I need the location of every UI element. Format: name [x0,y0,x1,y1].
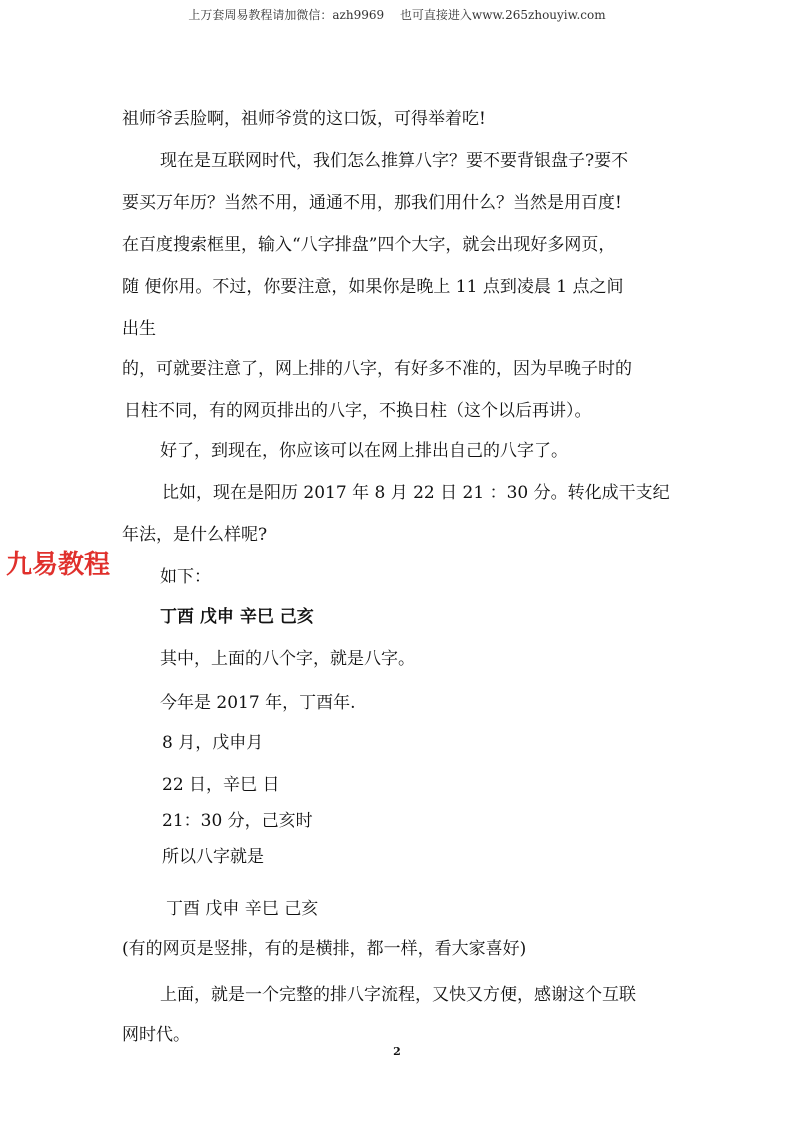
bazi-bold-line: 丁酉 戊申 辛巳 己亥 [160,607,314,627]
paragraph-line: 日柱不同，有的网页排出的八字，不换日柱（这个以后再讲）。 [124,401,592,421]
paragraph-line: 8 月，戊申月 [162,733,264,753]
page-number: 2 [393,1045,401,1058]
paragraph-line: 今年是 2017 年，丁酉年. [160,693,356,713]
paragraph-line: 在百度搜索框里，输入“八字排盘”四个大字，就会出现好多网页， [122,235,616,255]
watermark-logo: 九易教程 [6,550,111,580]
paragraph-line: 祖师爷丢脸啊，祖师爷赏的这口饭，可得举着吃! [122,109,486,129]
paragraph-line: 随 便你用。不过，你要注意，如果你是晚上 11 点到凌晨 1 点之间 [122,277,624,297]
paragraph-line: 所以八字就是 [162,847,264,867]
paragraph-line: 好了，到现在，你应该可以在网上排出自己的八字了。 [160,441,568,461]
page-header: 上万套周易教程请加微信：azh9969 也可直接进入www.265zhouyiw.com [188,8,606,22]
paragraph-line: 网时代。 [122,1025,190,1045]
paragraph-line: 现在是互联网时代，我们怎么推算八字？要不要背银盘子?要不 [160,151,629,171]
paragraph-line: 上面，就是一个完整的排八字流程，又快又方便，感谢这个互联 [160,985,636,1005]
paragraph-line: 其中，上面的八个字，就是八字。 [160,649,415,669]
paragraph-line: 22 日，辛巳 日 [162,775,280,795]
paragraph-line: 丁酉 戊申 辛巳 己亥 [166,899,319,919]
paragraph-line: (有的网页是竖排，有的是横排，都一样，看大家喜好) [122,939,527,959]
paragraph-line: 21：30 分，己亥时 [162,811,313,831]
paragraph-line: 的，可就要注意了，网上排的八字，有好多不准的，因为早晚子时的 [122,359,632,379]
paragraph-line: 如下： [160,567,211,587]
paragraph-line: 要买万年历？当然不用，通通不用，那我们用什么？当然是用百度! [122,193,622,213]
paragraph-line: 出生 [122,319,156,339]
paragraph-line: 年法，是什么样呢? [122,525,268,545]
paragraph-line: 比如，现在是阳历 2017 年 8 月 22 日 21 ：30 分。转化成干支纪 [162,483,670,503]
